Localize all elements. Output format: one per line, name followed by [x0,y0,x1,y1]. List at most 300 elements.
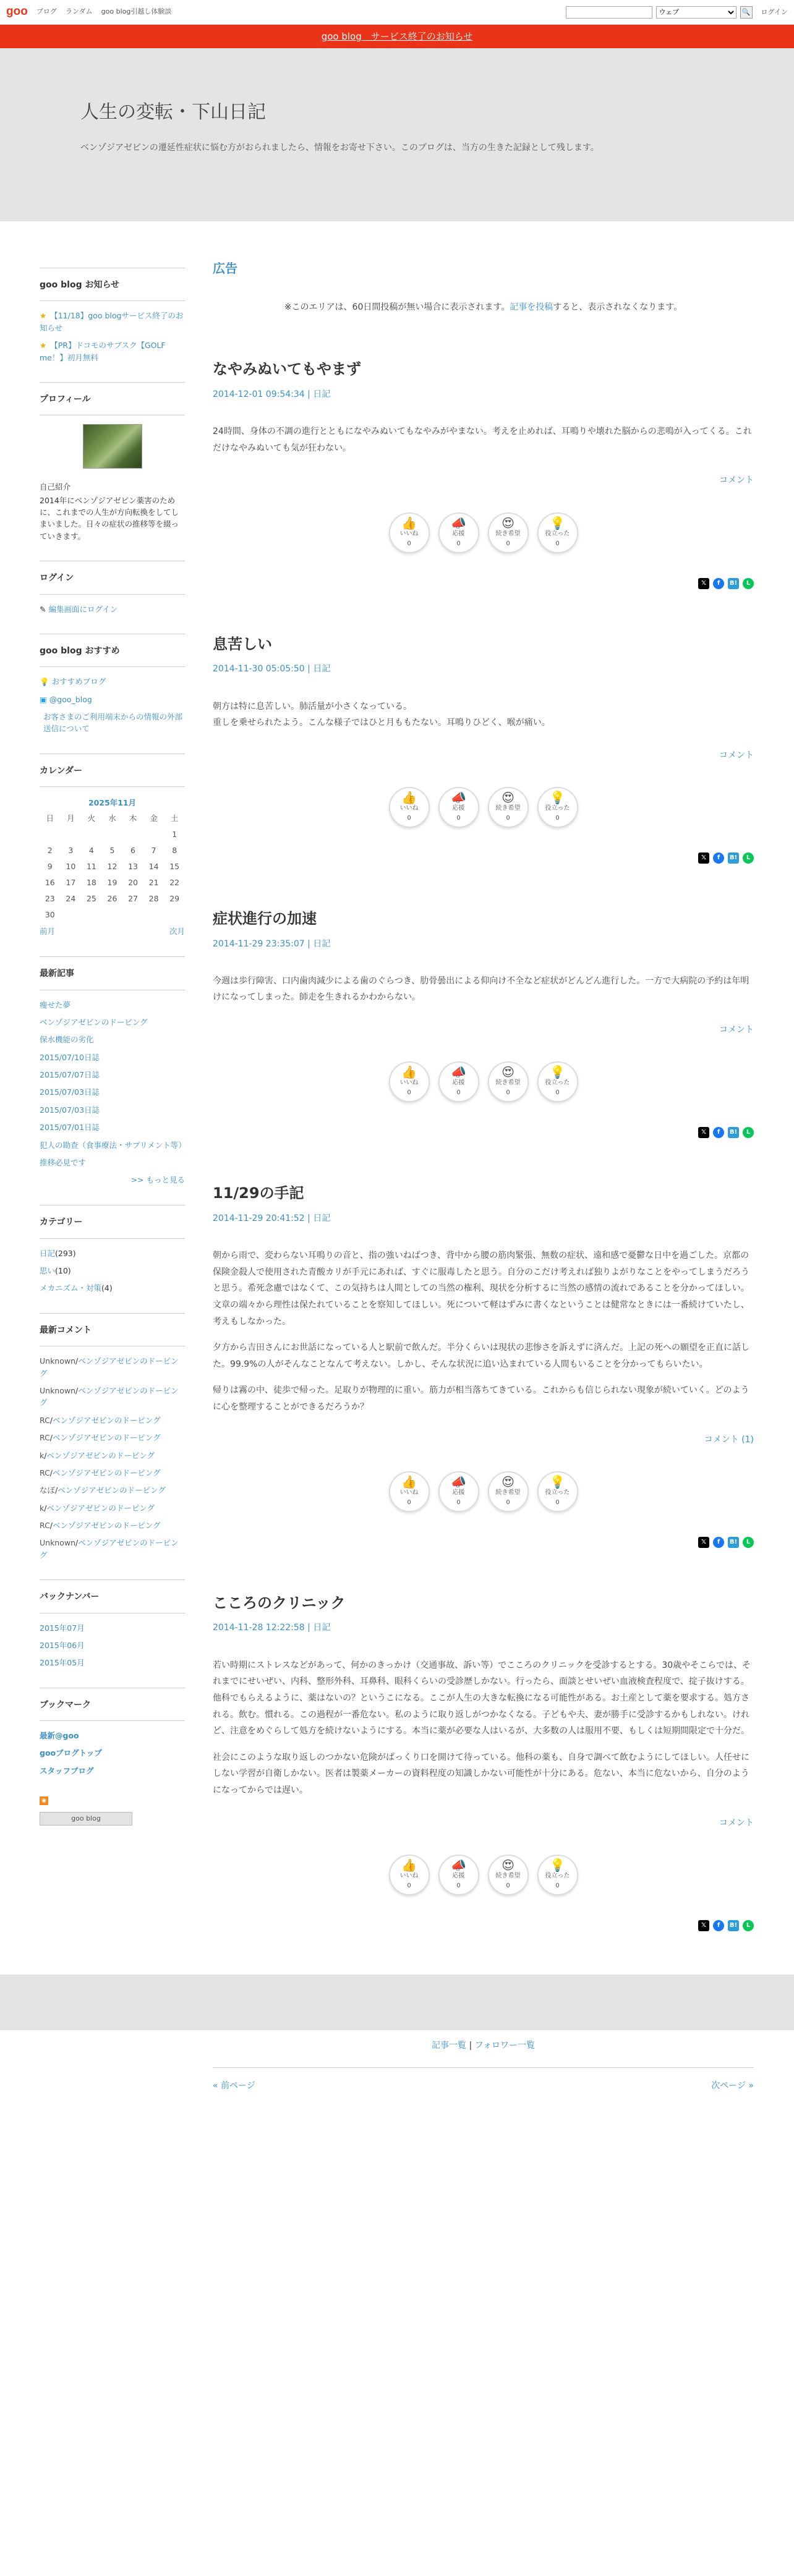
reaction-button[interactable] [389,1855,430,1895]
recent-comment-item: RC/ベンゾジアゼピンのドーピング [40,1433,161,1443]
comment-article-link[interactable]: ベンゾジアゼピンのドーピング [46,1503,155,1513]
service-end-link[interactable]: goo blog サービス終了のお知らせ [321,31,473,42]
reaction-button[interactable] [438,512,479,553]
goo-blog-twitter-link[interactable]: @goo_blog [49,694,92,704]
reaction-button[interactable] [389,787,430,828]
star-icon: ★ [40,341,47,351]
calendar-weekday: 金 [150,814,158,823]
bookmark-item [40,1730,185,1741]
entry-title[interactable]: 11/29の手記 [213,1184,304,1202]
helpful-icon: 💡 [550,1065,565,1080]
line-share-icon[interactable]: L [743,852,754,864]
entry-meta: 2014-12-01 09:54:34 | 日記 [213,389,331,399]
x-share-icon[interactable]: 𝕏 [698,578,709,589]
calendar-day: 22 [169,878,180,888]
category-item [40,1248,185,1259]
calendar-day: 16 [45,878,55,888]
x-share-icon[interactable]: 𝕏 [698,1537,709,1548]
reaction-buttons [213,1061,754,1102]
ad-notice: ※このエリアは、60日間投稿が無い場合に表示されます。記事を投稿すると、表示されなくなります。 [284,302,683,312]
category-link[interactable]: 思い [40,1266,56,1276]
comment-author: なぼ [40,1486,56,1495]
recent-comment-item: RC/ベンゾジアゼピンのドーピング [40,1468,161,1477]
reaction-count: 0 [407,815,411,822]
comment-article-link[interactable]: ベンゾジアゼピンのドーピング [40,1356,179,1378]
calendar-day: 20 [128,878,138,888]
profile-image[interactable] [83,424,142,469]
reaction-button[interactable] [488,787,529,828]
notice-link[interactable]: 【PR】ドコモのサブスク【GOLF me！】初月無料 [40,341,166,362]
reaction-count: 0 [506,1498,510,1506]
line-share-icon[interactable]: L [743,1127,754,1138]
entry-paragraph: 夕方から吉田さんにお世話になっている人と駅前で飲んだ。半分くらいは現状の悲惨さを訴えずに済んだ。上記の死への願望を正直に話した。99.9%の人がそんなことなんて考えない。しかし、そんな状況に追い込まれている人間もいることを分かってもらいたい。 [213,1343,749,1369]
helpful-icon: 💡 [550,1857,565,1872]
calendar-day: 26 [107,894,117,904]
backnumber-link[interactable]: 2015年06月 [40,1640,85,1650]
calendar-day: 7 [151,846,156,856]
calendar-day: 12 [107,862,117,872]
reaction-button[interactable] [438,1061,479,1102]
reaction-button[interactable] [438,787,479,828]
side-notices-title: goo blog お知らせ [40,268,185,301]
comment-article-link[interactable]: ベンゾジアゼピンのドーピング [53,1433,161,1443]
bulb-icon: 💡 [40,677,49,687]
recent-comment-item: RC/ベンゾジアゼピンのドーピング [40,1415,161,1425]
notice-link[interactable]: 【11/18】goo blogサービス終了のお知らせ [40,311,184,333]
entry-comment-row [213,474,754,487]
notice-item [40,310,185,334]
reaction-count: 0 [555,815,560,822]
ad-title: 広告 [213,261,237,276]
x-share-icon[interactable]: 𝕏 [698,1920,709,1931]
facebook-share-icon[interactable]: f [713,1537,724,1548]
recent-article-link[interactable]: 犯人の勘查（食事療法・サプリメント等） [40,1140,186,1150]
line-share-icon[interactable]: L [743,1920,754,1931]
facebook-share-icon[interactable]: f [713,852,724,864]
reaction-label: いいね [399,1489,419,1496]
reaction-button[interactable] [438,1855,479,1895]
entry-title[interactable]: 息苦しい [213,635,272,653]
footer-band [0,1975,794,2030]
side-backnumber [40,1579,185,1669]
reaction-button[interactable] [389,512,430,553]
comment-article-link[interactable]: ベンゾジアゼピンのドーピング [53,1521,161,1530]
cheer-icon: 📣 [451,1065,466,1080]
reaction-label: 役立った [545,1489,570,1496]
bookmark-link[interactable]: 最新@goo [40,1731,79,1741]
side-notices [40,268,185,363]
main-content [213,221,754,1975]
sidebar [40,221,185,1975]
reaction-button[interactable] [537,1855,578,1895]
side-category [40,1205,185,1294]
entry-body [213,1657,754,1799]
reaction-buttons [213,512,754,553]
recent-article-link[interactable]: ベンゾジアゼピンのドーピング [40,1017,148,1027]
side-bookmark [40,1688,185,1826]
reaction-button[interactable] [438,1471,479,1512]
post-article-link[interactable]: 記事を投稿 [510,302,553,312]
calendar-day: 8 [172,846,177,856]
category-item [40,1265,185,1277]
blog-entry [213,907,754,1138]
entry-date[interactable]: 2014-11-30 05:05:50 [213,664,305,674]
recent-comment-item: k/ベンゾジアゼピンのドーピング [40,1503,155,1513]
calendar-day: 11 [86,862,96,872]
like-icon: 👍 [401,790,417,806]
reaction-count: 0 [456,815,461,822]
side-recent [40,956,185,1186]
footer-separator: | [466,2040,475,2051]
recommend-blog-link[interactable]: おすすめブログ [51,677,106,687]
reaction-label: 応援 [452,1872,465,1879]
reaction-label: 続き希望 [495,1489,521,1496]
calendar-day [122,827,143,843]
nav-blog[interactable]: ブログ [36,7,57,16]
calendar-day: 1 [172,830,177,840]
external-info-link[interactable]: お客さまのご利用端末からの情報の外部送信について [43,712,183,734]
search-scope-select[interactable] [656,6,736,19]
side-backnumber-title: バックナンバー [40,1580,185,1613]
recent-article-link[interactable]: 2015/07/01日誌 [40,1123,100,1133]
share-buttons [213,1127,754,1138]
follower-list-link[interactable]: フォロワー一覧 [474,2040,535,2051]
blog-title[interactable]: 人生の変転・下山日記 [80,101,266,123]
blog-description: ベンゾジアゼピンの遷延性症状に悩む方がおられましたら、情報をお寄せ下さい。このブログは、当方の生きた記録として残します。 [80,143,599,153]
recent-article-item [40,1121,185,1133]
reaction-count: 0 [506,1089,510,1097]
x-share-icon[interactable]: 𝕏 [698,852,709,864]
bookmark-link[interactable]: gooブログトップ [40,1748,102,1758]
reaction-count: 0 [407,540,411,547]
reaction-button[interactable] [488,1855,529,1895]
nav-migrate[interactable]: goo blog引越し体験談 [101,7,172,16]
rss-icon[interactable]: ◉ [40,1796,48,1805]
calendar-day: 2 [47,846,53,856]
share-buttons [213,578,754,589]
comment-article-link[interactable]: ベンゾジアゼピンのドーピング [53,1468,161,1477]
calendar-day: 18 [86,878,96,888]
calendar-day: 14 [148,862,159,872]
want-more-icon: 😍 [502,515,514,530]
reaction-label: 役立った [545,805,570,812]
calendar-day [143,827,164,843]
want-more-icon: 😍 [502,790,514,806]
calendar-day: 30 [45,910,55,920]
reaction-button[interactable] [389,1471,430,1512]
entry-title[interactable]: なやみぬいてもやまず [213,360,361,378]
side-category-title: カテゴリー [40,1205,185,1238]
entry-date[interactable]: 2014-12-01 09:54:34 [213,389,305,399]
side-comments-title: 最新コメント [40,1314,185,1346]
entry-comment-row [213,1433,754,1447]
entry-category-link[interactable]: 日記 [313,938,331,949]
pencil-icon: ✎ [40,604,46,614]
facebook-share-icon[interactable]: f [713,1127,724,1138]
recent-comment-item: Unknown/ベンゾジアゼピンのドーピング [40,1538,179,1560]
recent-article-item [40,1069,185,1081]
hatena-share-icon[interactable]: B! [728,1537,739,1548]
comment-author: RC [40,1468,50,1477]
facebook-share-icon[interactable]: f [713,1920,724,1931]
entry-meta: 2014-11-29 23:35:07 | 日記 [213,938,331,949]
top-nav [36,6,178,19]
calendar-weekday: 土 [170,814,179,823]
recent-comment-item: Unknown/ベンゾジアゼピンのドーピング [40,1386,179,1408]
reaction-label: 続き希望 [495,1079,521,1087]
like-icon: 👍 [401,515,417,530]
hatena-share-icon[interactable]: B! [728,852,739,864]
comment-author: RC [40,1415,50,1425]
recent-more-link[interactable]: >> もっと見る [130,1175,185,1185]
reaction-label: 続き希望 [495,530,521,537]
calendar-day [81,907,102,923]
comment-article-link[interactable]: ベンゾジアゼピンのドーピング [58,1486,166,1495]
side-comments [40,1313,185,1561]
calendar-day [81,827,102,843]
reaction-label: 応援 [452,530,465,537]
recent-article-item [40,1034,185,1045]
reaction-buttons [213,787,754,828]
reaction-label: いいね [399,530,419,537]
goo-logo[interactable]: goo [6,5,28,19]
comment-author: RC [40,1521,50,1530]
entry-comment-link[interactable]: コメント [719,750,754,760]
reaction-button[interactable] [537,1061,578,1102]
share-buttons [213,1920,754,1931]
hatena-share-icon[interactable]: B! [728,1127,739,1138]
login-link[interactable]: ログイン [761,7,788,16]
recent-article-link[interactable]: 2015/07/03日誌 [40,1087,100,1097]
comment-author: Unknown [40,1386,76,1395]
helpful-icon: 💡 [550,515,565,530]
calendar-day [61,827,82,843]
recent-article-item [40,1016,185,1028]
category-link[interactable]: 日記 [40,1248,56,1258]
cheer-icon: 📣 [451,790,466,806]
top-bar [0,0,794,25]
calendar-day: 21 [148,878,159,888]
reaction-count: 0 [506,815,510,822]
hatena-share-icon[interactable]: B! [728,578,739,589]
calendar-day: 24 [66,894,76,904]
recent-article-link[interactable]: 瘦せた夢 [40,1000,71,1010]
reaction-button[interactable] [537,1471,578,1512]
entry-category-link[interactable]: 日記 [313,1623,331,1633]
entry-date[interactable]: 2014-11-28 12:22:58 [213,1623,305,1633]
helpful-icon: 💡 [550,790,565,806]
calendar-weekday: 木 [129,814,137,823]
comment-author: Unknown [40,1538,76,1548]
reaction-count: 0 [555,1882,560,1889]
entry-paragraph: 朝方は特に息苦しい。肺活量が小さくなっている。 重しを乗せられたよう。こんな様子ではひと月ももたない。耳鳴りひどく、喉が痛い。 [213,701,550,728]
line-share-icon[interactable]: L [743,1537,754,1548]
blog-entry [213,1181,754,1548]
star-icon: ★ [40,311,47,321]
entry-comment-row [213,1816,754,1830]
comment-article-link[interactable]: ベンゾジアゼピンのドーピング [40,1386,179,1408]
entry-title[interactable]: こころのクリニック [213,1594,346,1612]
entry-date[interactable]: 2014-11-29 23:35:07 [213,938,305,949]
recent-article-item [40,1086,185,1098]
service-end-notice [0,25,794,48]
backnumber-item [40,1657,185,1668]
want-more-icon: 😍 [502,1065,514,1080]
reaction-count: 0 [407,1089,411,1097]
backnumber-link[interactable]: 2015年05月 [40,1658,85,1668]
recent-article-item [40,1104,185,1116]
calendar-day: 4 [88,846,94,856]
calendar-table [40,796,185,923]
nav-random[interactable]: ランダム [65,7,93,16]
goo-blog-banner[interactable]: goo blog [40,1812,132,1826]
bookmark-item [40,1765,185,1777]
search-button[interactable] [740,6,753,19]
reaction-button[interactable] [488,512,529,553]
edit-login-link[interactable]: 編集画面にログイン [48,604,118,614]
entry-comment-link[interactable]: コメント [719,475,754,486]
category-link[interactable]: メカニズム・対策 [40,1283,102,1293]
comment-article-link[interactable]: ベンゾジアゼピンのドーピング [40,1538,179,1560]
article-list-link[interactable]: 記事一覧 [432,2040,467,2051]
calendar-prev-link[interactable]: 前月 [40,927,56,937]
entry-title[interactable]: 症状進行の加速 [213,910,317,928]
recent-article-item [40,1052,185,1063]
reaction-label: 役立った [545,530,570,537]
prev-page-link[interactable]: « 前ページ [213,2081,255,2091]
entry-body [213,973,754,1006]
reaction-label: いいね [399,1079,419,1087]
reaction-count: 0 [456,1498,461,1506]
helpful-icon: 💡 [550,1474,565,1489]
entry-comment-row [213,1023,754,1037]
profile-label: 自己紹介 [40,482,71,492]
comment-author: Unknown [40,1356,76,1366]
like-icon: 👍 [401,1857,417,1872]
comment-article-link[interactable]: ベンゾジアゼピンのドーピング [46,1450,155,1460]
reaction-count: 0 [506,540,510,547]
entry-comment-row [213,749,754,762]
calendar-day [164,907,185,923]
reaction-button[interactable] [389,1061,430,1102]
comment-author: k [40,1503,45,1513]
hatena-share-icon[interactable]: B! [728,1920,739,1931]
recent-article-link[interactable]: 保水機能の劣化 [40,1035,94,1045]
footer [213,2030,754,2104]
calendar-next-link[interactable]: 次月 [169,927,185,937]
calendar-weekday: 日 [46,814,54,823]
line-share-icon[interactable]: L [743,578,754,589]
cheer-icon: 📣 [451,1474,466,1489]
calendar-day: 6 [130,846,135,856]
calendar-day: 10 [66,862,76,872]
bookmark-item [40,1747,185,1759]
reaction-count: 0 [407,1882,411,1889]
reaction-button[interactable] [537,787,578,828]
entry-paragraph: 社会にこのような取り返しのつかない危険がぱっくり口を開けて待っている。他科の薬も、自身で調べて飲むようにしてほしい。人任せにしない学習が自衛しかない。医者は製薬メーカーの資料程度の知識しかない可能性が十分にある。危ない、本当に危ないから、自分のようになってからでは遅い。 [213,1752,749,1795]
calendar-day: 28 [148,894,159,904]
blog-entry [213,1591,754,1931]
entry-comment-link[interactable]: コメント [719,1817,754,1828]
side-recent-title: 最新記事 [40,957,185,990]
side-login-title: ログイン [40,561,185,594]
calendar-day: 13 [128,862,138,872]
reaction-button[interactable] [537,512,578,553]
calendar-day: 23 [45,894,55,904]
entry-body [213,699,754,731]
entry-body [213,1248,754,1415]
reaction-button[interactable] [488,1061,529,1102]
recent-article-link[interactable]: 2015/07/10日誌 [40,1052,100,1062]
comment-article-link[interactable]: ベンゾジアゼピンのドーピング [53,1415,161,1425]
entry-category-link[interactable]: 日記 [313,664,331,674]
reaction-count: 0 [555,540,560,547]
reaction-label: 応援 [452,805,465,812]
calendar-weekday: 水 [108,814,116,823]
recent-article-link[interactable]: 2015/07/03日誌 [40,1105,100,1115]
comment-author: RC [40,1433,50,1443]
entry-category-link[interactable]: 日記 [313,389,331,399]
side-profile [40,382,185,542]
entry-paragraph: 若い時期にストレスなどがあって、何かのきっかけ（交通事故、訴い等）でこころのクリニックを受診するとする。30歳やそこらでは、それまでにせいぜい、内科、整形外科、耳鼻科、眼科くらいの受診歴しかない。行ったら、面談とせいぜい血液検査程度で、掟子抜けする。他科でもらえるように、薬はないの？というこになる。ここが人生の大きな転換になる可能性がある。お土産として薬を要求する。処方される。飲む。慣れる。この過程が一番危ない。私のように取り返しがつかなくなる。子どもや夫、妻が勝手に受診するかもしれない。けれど、注意をめぐらして処方を続けないようにする。本当に薬が必要な人はいるが、大多数の人は服用不要、もしくは短期間限定で十分だ。 [213,1660,751,1736]
calendar-day: 9 [47,862,53,872]
search-input[interactable] [566,6,652,19]
bookmark-link[interactable]: スタッフブログ [40,1766,94,1775]
recent-article-link[interactable]: 2015/07/07日誌 [40,1070,100,1080]
profile-text: 2014年にベンゾジアゼピン薬害のために、これまでの人生が方向転換をしてしまいました。日々の症状の推移等を綴っていきます。 [40,495,179,541]
recent-article-item [40,1157,185,1168]
entry-paragraph: 朝から雨で、変わらない耳鳴りの音と、指の強いねばつき、背中から腰の筋肉緊張、無数の症状、遠和感で憂鬱な日中を過ごした。京都の保険金殺人で使用された青酸カリが手元にあれば、すぐに服毒したと思う。自分のこだけ考えれば独りよがりなことをやってしまうだろうと思う。希死念慮ではなくて、この気持ちは人間としての当然の権利、現状を分析するに当然の感情の流れであることを分かってほしい。文章の端々から理性は保たれていることを察知してほしい。死について軽はずみに書くなということは健常なときには一番続けていたし、考えもしなかった。 [213,1251,749,1327]
entry-comment-link[interactable]: コメント [719,1025,754,1035]
reaction-label: 役立った [545,1872,570,1879]
side-calendar [40,754,185,938]
reaction-count: 0 [456,1882,461,1889]
calendar-day: 15 [169,862,180,872]
like-icon: 👍 [401,1474,417,1489]
facebook-share-icon[interactable]: f [713,578,724,589]
reaction-label: 応援 [452,1489,465,1496]
reaction-count: 0 [555,1089,560,1097]
recent-comment-item: k/ベンゾジアゼピンのドーピング [40,1450,155,1460]
recent-article-link[interactable]: 推移必見です [40,1157,87,1167]
reaction-label: 役立った [545,1079,570,1087]
entry-date[interactable]: 2014-11-29 20:41:52 [213,1213,305,1223]
recent-comment-item: RC/ベンゾジアゼピンのドーピング [40,1521,161,1530]
calendar-day [122,907,143,923]
recent-article-item [40,1139,185,1151]
reaction-count: 0 [407,1498,411,1506]
next-page-link[interactable]: 次ページ » [711,2081,754,2091]
entry-meta: 2014-11-29 20:41:52 | 日記 [213,1213,331,1223]
recent-comment-item: Unknown/ベンゾジアゼピンのドーピング [40,1356,179,1378]
ad-area [213,258,754,314]
calendar-day: 17 [66,878,76,888]
backnumber-link[interactable]: 2015年07月 [40,1623,85,1633]
x-share-icon[interactable]: 𝕏 [698,1127,709,1138]
category-item [40,1282,185,1294]
entry-meta: 2014-11-30 05:05:50 | 日記 [213,664,331,674]
side-calendar-title: カレンダー [40,754,185,787]
reaction-count: 0 [456,540,461,547]
calendar-day [61,907,82,923]
notice-item [40,339,185,363]
category-count: (4) [101,1283,113,1293]
reaction-button[interactable] [488,1471,529,1512]
reaction-label: 続き希望 [495,1872,521,1879]
entry-category-link[interactable]: 日記 [313,1213,331,1223]
recent-article-item [40,999,185,1011]
entry-comment-link[interactable]: コメント (1) [704,1434,754,1445]
